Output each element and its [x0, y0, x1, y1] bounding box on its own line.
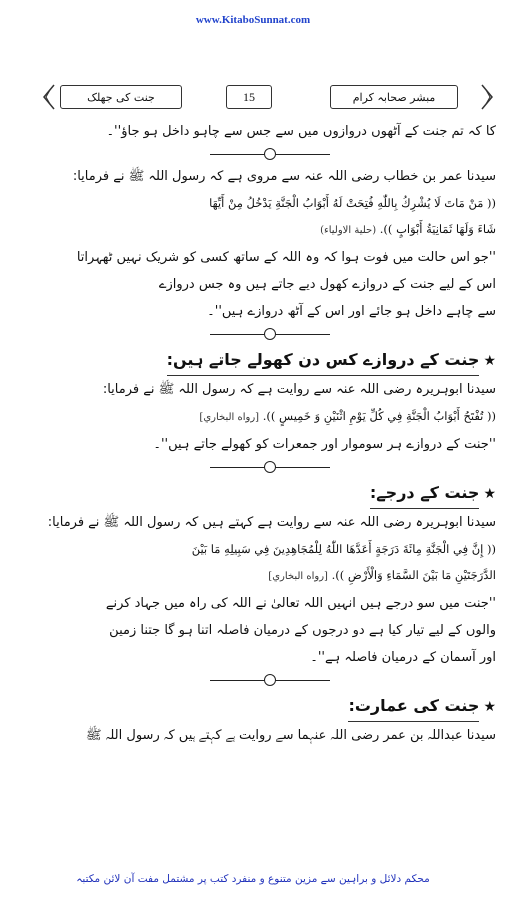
- section-heading: [40, 691, 496, 722]
- footer-promo: محکم دلائل و براہین سے مزین متنوع و منفرد کتب پر مشتمل مفت آن لائن مکتبہ: [76, 873, 430, 885]
- arabic-text-part: شَاءَ وَلَهَا ثَمَانِيَةُ أَبْوَابٍ )).: [379, 222, 496, 236]
- hadith-intro: سیدنا عبداللہ بن عمر رضی اللہ عنہما سے روایت ہے کہتے ہیں کہ رسول اللہ ﷺ: [85, 728, 496, 743]
- text-line: کا کہ تم جنت کے آٹھوں دروازوں میں سے جس سے چاہو داخل ہو جاؤ''۔: [106, 124, 496, 139]
- arabic-text: [40, 216, 496, 244]
- header-chapter-title: جنت کی جھلک: [60, 85, 182, 109]
- reference: [رواه البخاري]: [268, 571, 328, 582]
- header-book-title: مبشر صحابہ کرام: [330, 85, 458, 109]
- arabic-text-part: (( تُفْتَحُ أَبْوَابُ الْجَنَّةِ فِي كُلِّ يَوْمِ اثْنَيْنِ وَ خَمِيسٍ )).: [262, 409, 496, 423]
- hadith-intro: سیدنا عمر بن خطاب رضی اللہ عنہ سے مروی ہے کہ رسول اللہ ﷺ نے فرمایا:: [72, 169, 496, 184]
- arabic-text-part: الدَّرَجَتَيْنِ مَا بَيْنَ السَّمَاءِ وَالْأَرْضِ )).: [331, 568, 496, 582]
- section-divider: [40, 145, 496, 163]
- section-divider: [40, 671, 496, 689]
- translation-line: ''جنت میں سو درجے ہیں انہیں اللہ تعالیٰ نے اللہ کی راہ میں جہاد کرنے: [105, 596, 496, 611]
- star-icon: ★: [483, 486, 496, 502]
- reference: [رواه البخاري]: [199, 412, 260, 423]
- header-ornament-right: [480, 84, 496, 110]
- translation-line: اور آسمان کے درمیان فاصلہ ہے''۔: [310, 650, 496, 665]
- site-url: www.KitaboSunnat.com: [195, 14, 311, 26]
- translation-line: اس کے لیے جنت کے دروازے کھول دیے جاتے ہیں وہ جس دروازے: [158, 277, 496, 292]
- arabic-text: (( إِنَّ فِي الْجَنَّةِ مِائَةَ دَرَجَةٍ أَعَدَّهَا اللّٰهُ لِلْمُجَاهِدِينَ فِي سَبِيلِهِ مَا بَيْنَ: [191, 542, 496, 556]
- heading-text: جنت کی عمارت:: [348, 691, 479, 722]
- header-ornament-left: [40, 84, 56, 110]
- star-icon: ★: [483, 353, 496, 369]
- section-heading: [40, 478, 496, 509]
- heading-text: جنت کے درجے:: [370, 478, 480, 509]
- section-divider: [40, 325, 496, 343]
- section-heading: [40, 345, 496, 376]
- arabic-text: [40, 403, 496, 431]
- heading-text: جنت کے دروازے کس دن کھولے جاتے ہیں:: [167, 345, 480, 376]
- translation-line: ''جو اس حالت میں فوت ہوا کہ وہ اللہ کے ساتھ کسی کو شریک نہیں ٹھہراتا: [76, 250, 496, 265]
- star-icon: ★: [483, 699, 496, 715]
- translation-line: سے چاہے داخل ہو جائے اور اس کے آٹھ دروازے ہیں''۔: [207, 304, 496, 319]
- section-divider: [40, 458, 496, 476]
- translation-line: والوں کے لیے تیار کیا ہے دو درجوں کے درمیان فاصلہ اتنا ہو گا جتنا زمین: [109, 623, 496, 638]
- page-number: 15: [226, 85, 272, 109]
- arabic-text: (( مَنْ مَاتَ لَا يُشْرِكُ بِاللّٰهِ فُتِحَتْ لَهُ أَبْوَابُ الْجَنَّةِ يَدْخُلُ مِنْ أَيِّهَا: [209, 196, 496, 210]
- reference: (حلية الاولياء): [320, 225, 377, 236]
- hadith-intro: سیدنا ابوہریرہ رضی اللہ عنہ سے روایت ہے کہتے ہیں کہ رسول اللہ ﷺ نے فرمایا:: [47, 515, 496, 530]
- arabic-text: [40, 562, 496, 590]
- page-body: [40, 118, 496, 749]
- translation-line: ''جنت کے دروازے ہر سوموار اور جمعرات کو کھولے جاتے ہیں''۔: [153, 437, 496, 452]
- hadith-intro: سیدنا ابوہریرہ رضی اللہ عنہ سے روایت ہے کہ رسول اللہ ﷺ نے فرمایا:: [102, 382, 496, 397]
- page-header: [40, 84, 496, 110]
